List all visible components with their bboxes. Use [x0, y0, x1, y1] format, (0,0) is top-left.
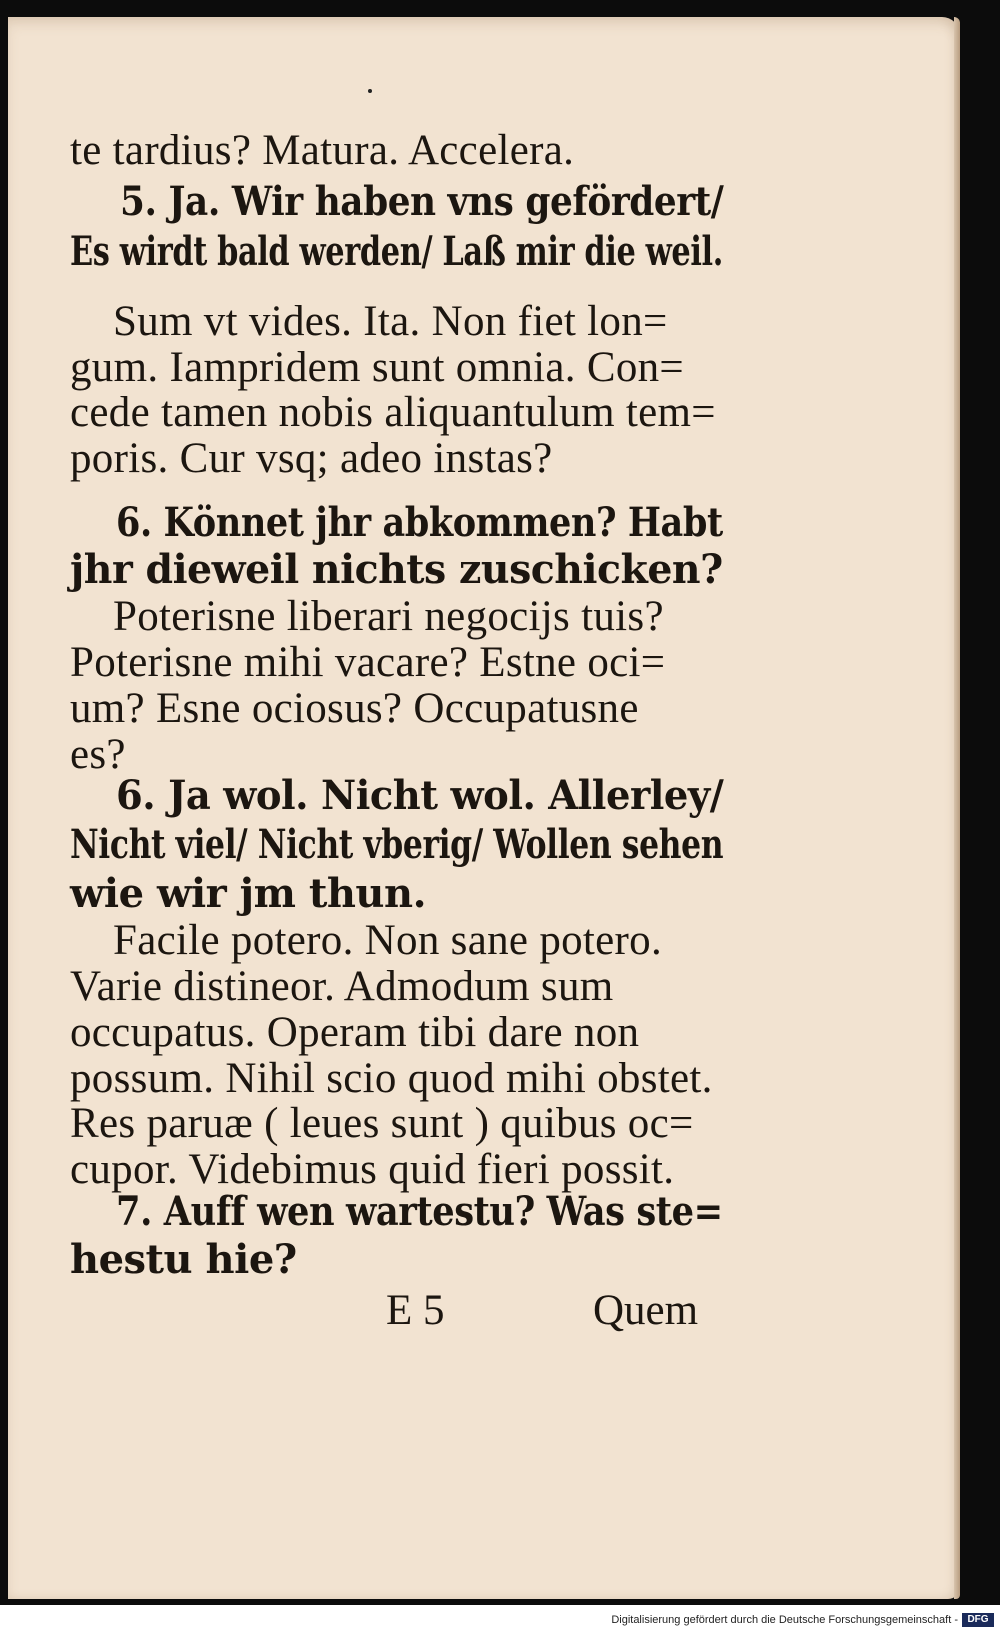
text-line-10: Poterisne liberari negocijs tuis?	[113, 593, 664, 640]
text-line-12: um? Esne ociosus? Occupatusne	[70, 685, 639, 732]
text-line-9: jhr dieweil nichts zuschicken?	[70, 546, 723, 593]
text-line-15: Nicht viel/ Nicht vberig/ Wollen sehen	[70, 821, 724, 868]
text-line-5: gum. Iampridem sunt omnia. Con=	[70, 344, 684, 391]
text-line-2: 5. Ja. Wir haben vns gefördert/	[120, 178, 724, 225]
text-line-17: Facile potero. Non sane potero.	[113, 917, 663, 964]
text-line-7: poris. Cur vsq; adeo instas?	[70, 435, 553, 482]
signature-mark: E 5	[386, 1287, 445, 1334]
page-edge	[954, 17, 960, 1599]
text-line-8: 6. Könnet jhr abkommen? Habt	[116, 499, 723, 546]
text-line-18: Varie distineor. Admodum sum	[70, 963, 614, 1010]
text-line-21: Res paruæ ( leues sunt ) quibus oc=	[70, 1100, 694, 1147]
text-line-4: Sum vt vides. Ita. Non fiet lon=	[113, 298, 668, 345]
text-line-11: Poterisne mihi vacare? Estne oci=	[70, 639, 666, 686]
text-line-22: cupor. Videbimus quid fieri possit.	[70, 1146, 675, 1193]
text-line-13: es?	[70, 731, 126, 778]
footer-credit: Digitalisierung gefördert durch die Deutsche Forschungsgemeinschaft -	[611, 1614, 958, 1626]
ink-dot	[368, 89, 372, 93]
text-line-23: 7. Auff wen wartestu? Was ste=	[116, 1188, 723, 1235]
text-line-1: te tardius? Matura. Accelera.	[70, 127, 575, 174]
book-page	[8, 17, 960, 1599]
text-line-14: 6. Ja wol. Nicht wol. Allerley/	[116, 772, 724, 819]
text-line-3: Es wirdt bald werden/ Laß mir die weil.	[70, 228, 723, 275]
text-line-24: hestu hie?	[70, 1236, 297, 1283]
text-line-16: wie wir jm thun.	[70, 870, 427, 917]
catchword: Quem	[593, 1287, 699, 1334]
text-line-20: possum. Nihil scio quod mihi obstet.	[70, 1055, 713, 1102]
digitization-footer	[0, 1605, 1000, 1632]
dfg-logo: DFG	[962, 1613, 994, 1627]
text-line-19: occupatus. Operam tibi dare non	[70, 1009, 640, 1056]
text-line-6: cede tamen nobis aliquantulum tem=	[70, 389, 716, 436]
